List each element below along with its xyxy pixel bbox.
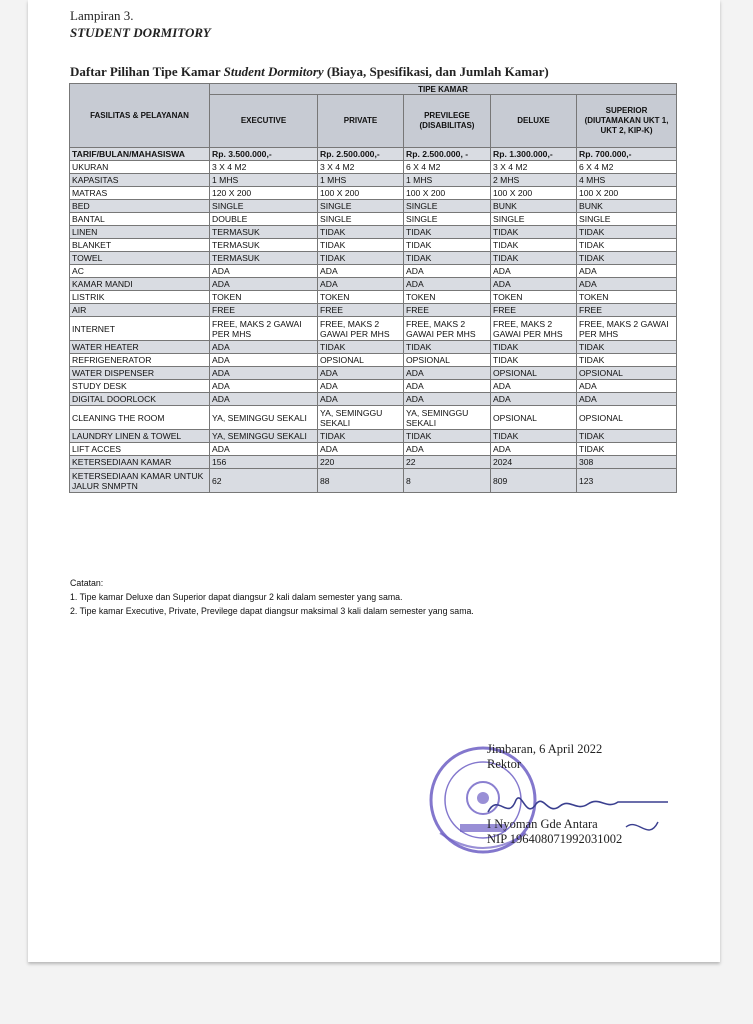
table-row	[70, 278, 677, 291]
table-cell: OPSIONAL	[404, 354, 491, 367]
table-cell: TOKEN	[577, 291, 677, 304]
table-cell: BUNK	[491, 200, 577, 213]
table-row	[70, 174, 677, 187]
table-row	[70, 291, 677, 304]
place-date: Jimbaran, 6 April 2022	[487, 742, 603, 756]
table-cell: ADA	[210, 278, 318, 291]
table-cell: 123	[577, 469, 677, 493]
table-cell: 22	[404, 456, 491, 469]
table-cell: TERMASUK	[210, 252, 318, 265]
table-cell: ADA	[210, 393, 318, 406]
table-row	[70, 200, 677, 213]
table-cell: Rp. 2.500.000,-	[318, 148, 404, 161]
table-cell: ADA	[210, 341, 318, 354]
notes-section	[70, 576, 474, 618]
table-cell: FREE	[577, 304, 677, 317]
row-label: AC	[70, 265, 210, 278]
table-cell: OPSIONAL	[491, 367, 577, 380]
table-cell: TIDAK	[491, 226, 577, 239]
title-prefix: Daftar Pilihan Tipe Kamar	[70, 64, 224, 79]
table-cell: TIDAK	[491, 354, 577, 367]
table-row	[70, 226, 677, 239]
table-cell: ADA	[491, 443, 577, 456]
table-cell: SINGLE	[318, 213, 404, 226]
table-cell: ADA	[491, 393, 577, 406]
group-header: TIPE KAMAR	[210, 84, 677, 95]
table-cell: 6 X 4 M2	[404, 161, 491, 174]
table-cell: FREE	[318, 304, 404, 317]
row-label: LISTRIK	[70, 291, 210, 304]
row-label: BLANKET	[70, 239, 210, 252]
table-cell: TIDAK	[318, 252, 404, 265]
table-cell: 2024	[491, 456, 577, 469]
row-label: CLEANING THE ROOM	[70, 406, 210, 430]
table-cell: 100 X 200	[491, 187, 577, 200]
table-cell: 6 X 4 M2	[577, 161, 677, 174]
table-cell: ADA	[318, 265, 404, 278]
table-cell: 1 MHS	[210, 174, 318, 187]
table-row	[70, 443, 677, 456]
table-cell: ADA	[491, 380, 577, 393]
table-cell: TERMASUK	[210, 226, 318, 239]
table-cell: SINGLE	[210, 200, 318, 213]
table-cell: OPSIONAL	[577, 367, 677, 380]
signer-name: I Nyoman Gde Antara	[487, 817, 598, 831]
table-cell: SINGLE	[404, 213, 491, 226]
table-cell: ADA	[318, 367, 404, 380]
table-cell: TIDAK	[577, 226, 677, 239]
table-cell: SINGLE	[577, 213, 677, 226]
row-label: STUDY DESK	[70, 380, 210, 393]
table-cell: YA, SEMINGGU SEKALI	[210, 430, 318, 443]
row-label: MATRAS	[70, 187, 210, 200]
row-label: REFRIGENERATOR	[70, 354, 210, 367]
column-header: SUPERIOR (DIUTAMAKAN UKT 1, UKT 2, KIP-K)	[577, 95, 677, 148]
table-cell: 88	[318, 469, 404, 493]
table-cell: 3 X 4 M2	[491, 161, 577, 174]
table-cell: ADA	[210, 265, 318, 278]
table-cell: ADA	[404, 367, 491, 380]
table-cell: Rp. 700.000,-	[577, 148, 677, 161]
column-header: PRIVATE	[318, 95, 404, 148]
table-cell: TIDAK	[318, 341, 404, 354]
room-types-table	[69, 83, 677, 493]
table-cell: ADA	[404, 443, 491, 456]
table-cell: OPSIONAL	[318, 354, 404, 367]
table-cell: FREE, MAKS 2 GAWAI PER MHS	[577, 317, 677, 341]
table-cell: ADA	[318, 443, 404, 456]
table-cell: TIDAK	[404, 226, 491, 239]
notes-heading: Catatan:	[70, 578, 104, 588]
table-cell: YA, SEMINGGU SEKALI	[404, 406, 491, 430]
table-cell: YA, SEMINGGU SEKALI	[318, 406, 404, 430]
table-row	[70, 469, 677, 493]
table-cell: TOKEN	[404, 291, 491, 304]
attachment-label: Lampiran 3.	[70, 8, 134, 23]
table-cell: TOKEN	[318, 291, 404, 304]
table-cell: FREE	[491, 304, 577, 317]
table-row	[70, 161, 677, 174]
table-cell: FREE	[404, 304, 491, 317]
table-title	[70, 64, 549, 80]
table-row	[70, 148, 677, 161]
table-cell: TIDAK	[404, 341, 491, 354]
table-cell: 809	[491, 469, 577, 493]
table-row	[70, 393, 677, 406]
row-label: WATER DISPENSER	[70, 367, 210, 380]
table-cell: Rp. 1.300.000,-	[491, 148, 577, 161]
table-cell: ADA	[404, 380, 491, 393]
title-suffix: (Biaya, Spesifikasi, dan Jumlah Kamar)	[323, 64, 549, 79]
table-cell: ADA	[210, 443, 318, 456]
table-cell: 3 X 4 M2	[318, 161, 404, 174]
table-cell: FREE, MAKS 2 GAWAI PER MHS	[318, 317, 404, 341]
table-cell: 62	[210, 469, 318, 493]
document-heading: STUDENT DORMITORY	[70, 25, 211, 40]
table-cell: OPSIONAL	[491, 406, 577, 430]
table-cell: ADA	[210, 354, 318, 367]
table-row	[70, 239, 677, 252]
table-cell: ADA	[577, 278, 677, 291]
table-row	[70, 213, 677, 226]
table-cell: SINGLE	[491, 213, 577, 226]
table-cell: 156	[210, 456, 318, 469]
table-cell: YA, SEMINGGU SEKALI	[210, 406, 318, 430]
signature-block	[487, 742, 622, 847]
row-label: LINEN	[70, 226, 210, 239]
table-cell: 3 X 4 M2	[210, 161, 318, 174]
table-cell: 308	[577, 456, 677, 469]
table-cell: TIDAK	[318, 226, 404, 239]
table-cell: TIDAK	[491, 341, 577, 354]
table-cell: 8	[404, 469, 491, 493]
table-cell: DOUBLE	[210, 213, 318, 226]
table-row	[70, 354, 677, 367]
table-cell: ADA	[210, 380, 318, 393]
row-label: KETERSEDIAAN KAMAR	[70, 456, 210, 469]
table-cell: FREE, MAKS 2 GAWAI PER MHS	[210, 317, 318, 341]
table-cell: ADA	[404, 278, 491, 291]
table-row	[70, 304, 677, 317]
table-cell: ADA	[577, 265, 677, 278]
table-cell: 2 MHS	[491, 174, 577, 187]
table-cell: TIDAK	[404, 239, 491, 252]
table-cell: ADA	[210, 367, 318, 380]
row-label: UKURAN	[70, 161, 210, 174]
table-cell: Rp. 3.500.000,-	[210, 148, 318, 161]
table-row	[70, 265, 677, 278]
table-cell: TIDAK	[491, 252, 577, 265]
table-cell: ADA	[404, 393, 491, 406]
table-cell: FREE, MAKS 2 GAWAI PER MHS	[404, 317, 491, 341]
row-label: KETERSEDIAAN KAMAR UNTUK JALUR SNMPTN	[70, 469, 210, 493]
table-cell: ADA	[491, 265, 577, 278]
table-cell: 1 MHS	[404, 174, 491, 187]
table-cell: ADA	[318, 278, 404, 291]
row-label: TOWEL	[70, 252, 210, 265]
table-cell: TERMASUK	[210, 239, 318, 252]
row-label: AIR	[70, 304, 210, 317]
row-label: DIGITAL DOORLOCK	[70, 393, 210, 406]
table-cell: ADA	[577, 380, 677, 393]
row-label: INTERNET	[70, 317, 210, 341]
table-cell: TOKEN	[491, 291, 577, 304]
table-cell: 100 X 200	[577, 187, 677, 200]
table-cell: TIDAK	[577, 443, 677, 456]
table-cell: TIDAK	[318, 239, 404, 252]
table-cell: 120 X 200	[210, 187, 318, 200]
row-label: BANTAL	[70, 213, 210, 226]
table-cell: TIDAK	[491, 239, 577, 252]
table-cell: TIDAK	[404, 430, 491, 443]
column-header: EXECUTIVE	[210, 95, 318, 148]
table-cell: ADA	[318, 393, 404, 406]
corner-header: FASILITAS & PELAYANAN	[70, 84, 210, 148]
table-row	[70, 380, 677, 393]
table-cell: 4 MHS	[577, 174, 677, 187]
table-cell: TIDAK	[577, 430, 677, 443]
table-cell: 100 X 200	[318, 187, 404, 200]
table-cell: TIDAK	[491, 430, 577, 443]
table-row	[70, 456, 677, 469]
row-label: WATER HEATER	[70, 341, 210, 354]
table-cell: TOKEN	[210, 291, 318, 304]
row-label: BED	[70, 200, 210, 213]
note-item: 1. Tipe kamar Deluxe dan Superior dapat diangsur 2 kali dalam semester yang sama.	[70, 592, 403, 602]
table-row	[70, 367, 677, 380]
table-cell: ADA	[404, 265, 491, 278]
title-italic: Student Dormitory	[223, 64, 324, 79]
row-label: LIFT ACCES	[70, 443, 210, 456]
table-cell: ADA	[318, 380, 404, 393]
table-row	[70, 341, 677, 354]
table-row	[70, 252, 677, 265]
table-cell: Rp. 2.500.000, -	[404, 148, 491, 161]
table-row	[70, 317, 677, 341]
note-item: 2. Tipe kamar Executive, Private, Previlege dapat diangsur maksimal 3 kali dalam semester yang sama.	[70, 606, 474, 616]
table-cell: FREE, MAKS 2 GAWAI PER MHS	[491, 317, 577, 341]
table-row	[70, 406, 677, 430]
row-label: TARIF/BULAN/MAHASISWA	[70, 148, 210, 161]
column-header: PREVILEGE (DISABILITAS)	[404, 95, 491, 148]
row-label: KAPASITAS	[70, 174, 210, 187]
table-cell: ADA	[577, 393, 677, 406]
table-cell: TIDAK	[404, 252, 491, 265]
column-header: DELUXE	[491, 95, 577, 148]
row-label: KAMAR MANDI	[70, 278, 210, 291]
table-row	[70, 187, 677, 200]
table-cell: SINGLE	[318, 200, 404, 213]
table-row	[70, 430, 677, 443]
signer-role: Rektor	[487, 757, 522, 771]
table-cell: ADA	[491, 278, 577, 291]
table-cell: FREE	[210, 304, 318, 317]
table-cell: 100 X 200	[404, 187, 491, 200]
table-cell: TIDAK	[577, 252, 677, 265]
table-cell: 220	[318, 456, 404, 469]
signer-nip: NIP 196408071992031002	[487, 832, 623, 846]
table-cell: 1 MHS	[318, 174, 404, 187]
table-cell: TIDAK	[577, 341, 677, 354]
table-cell: OPSIONAL	[577, 406, 677, 430]
table-cell: TIDAK	[318, 430, 404, 443]
row-label: LAUNDRY LINEN & TOWEL	[70, 430, 210, 443]
table-cell: BUNK	[577, 200, 677, 213]
table-cell: SINGLE	[404, 200, 491, 213]
table-cell: TIDAK	[577, 354, 677, 367]
table-cell: TIDAK	[577, 239, 677, 252]
